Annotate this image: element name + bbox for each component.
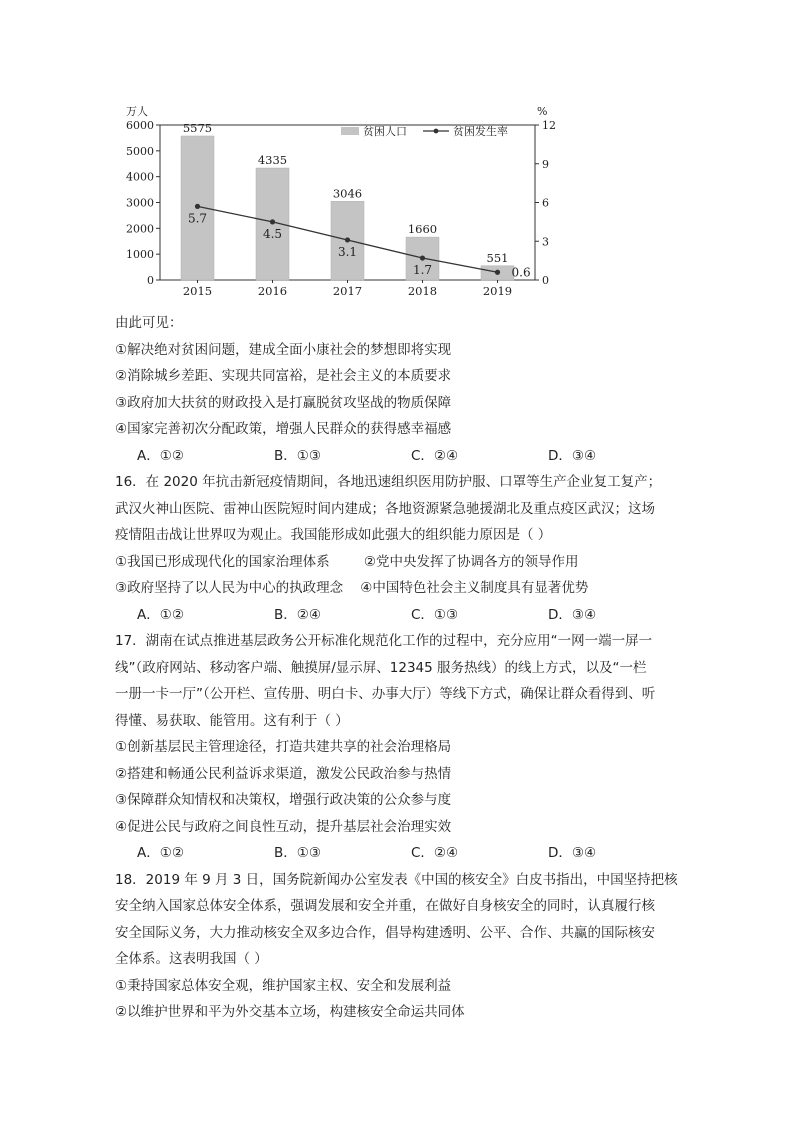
rate-point-2017 [345, 237, 350, 242]
q16-stem-2: 武汉火神山医院、雷神山医院短时间内建成；各地资源紧急驰援湖北及重点疫区武汉；这场 [115, 500, 655, 517]
right-tick-label: 3 [542, 235, 549, 249]
bar-label-2019: 551 [486, 250, 509, 265]
q15-options [115, 443, 695, 470]
q15-item-3: ③政府加大扶贫的财政投入是打赢脱贫攻坚战的物质保障 [115, 394, 452, 411]
q15-item-4: ④国家完善初次分配政策，增强人民群众的获得感幸福感 [115, 421, 452, 437]
rate-point-2018 [420, 255, 425, 260]
intro-text: 由此可见： [115, 315, 183, 331]
left-tick-label: 1000 [126, 248, 154, 262]
q17-stem-3: 一册一卡一厅”（公开栏、宣传册、明白卡、办事大厅）等线下方式，确保让群众看得到、听 [115, 686, 656, 702]
q16-item-row-1: ①我国已形成现代化的国家治理体系 ②党中央发挥了协调各方的领导作用 [115, 553, 579, 570]
poverty-chart [115, 100, 565, 300]
q17-stem-1: 17．湖南在试点推进基层政务公开标准化规范化工作的过程中，充分应用“一网一端一屏一 [115, 633, 653, 649]
q16-stem-3: 疫情阻击战让世界叹为观止。我国能形成如此强大的组织能力原因是（ ） [115, 527, 552, 543]
legend-bar-swatch [341, 127, 359, 135]
q17-item-4: ④促进公民与政府之间良性互动，提升基层社会治理实效 [115, 818, 452, 835]
q15-option-a[interactable]: A．①② [137, 447, 184, 464]
q17-option-c[interactable]: C．②④ [411, 845, 459, 861]
x-tick-label-2016: 2016 [257, 284, 288, 298]
q15-item-2: ②消除城乡差距、实现共同富裕，是社会主义的本质要求 [115, 368, 452, 384]
left-tick-label: 6000 [126, 119, 154, 132]
q16-options [115, 602, 695, 629]
legend-line-marker [434, 129, 439, 134]
q17-option-a[interactable]: A．①② [137, 845, 184, 861]
q18-stem-3: 安全国际义务，大力推动核安全双多边合作，倡导构建透明、公平、合作、共赢的国际核安 [115, 924, 655, 941]
q17-option-b[interactable]: B．①③ [274, 845, 321, 861]
right-tick-label: 9 [542, 157, 549, 171]
rate-point-2019 [495, 270, 500, 275]
x-tick-label-2015: 2015 [182, 284, 213, 298]
q17-item-2: ②搭建和畅通公民利益诉求渠道，激发公民政治参与热情 [115, 765, 452, 782]
q18-item-1: ①秉持国家总体安全观，维护国家主权、安全和发展利益 [115, 977, 452, 994]
x-tick-label-2018: 2018 [407, 284, 438, 298]
q15-option-d[interactable]: D．③④ [548, 447, 597, 464]
q18-stem-2: 安全纳入国家总体安全体系，强调发展和安全并重，在做好自身核安全的同时，认真履行核 [115, 898, 655, 914]
legend-bar-label: 贫困人口 [363, 125, 407, 138]
legend-line-label: 贫困发生率 [453, 125, 508, 138]
q18-stem-1: 18．2019 年 9 月 3 日，国务院新闻办公室发表《中国的核安全》白皮书指出，中国坚持把核 [115, 871, 678, 888]
right-axis-unit: % [537, 105, 548, 118]
rate-label-2018: 1.7 [412, 263, 433, 278]
q17-options [115, 840, 695, 867]
left-tick-label: 3000 [126, 196, 154, 210]
q16-option-b[interactable]: B．②④ [274, 606, 321, 623]
right-tick-label: 12 [542, 119, 556, 132]
q15-option-b[interactable]: B．①③ [274, 447, 321, 464]
q16-stem-1: 16．在 2020 年抗击新冠疫情期间，各地迅速组织医用防护服、口罩等生产企业复工复产； [115, 474, 662, 490]
left-tick-label: 4000 [126, 170, 154, 184]
left-tick-label: 2000 [126, 222, 154, 236]
q17-option-d[interactable]: D．③④ [548, 845, 597, 861]
left-tick-label: 0 [147, 274, 154, 287]
rate-label-2019: 0.6 [511, 265, 531, 280]
left-tick-label: 5000 [126, 144, 154, 158]
q16-option-d[interactable]: D．③④ [548, 606, 597, 623]
q17-item-1: ①创新基层民主管理途径，打造共建共享的社会治理格局 [115, 739, 452, 755]
q18-item-2: ②以维护世界和平为外交基本立场，构建核安全命运共同体 [115, 1004, 465, 1020]
bar-label-2017: 3046 [332, 186, 363, 201]
rate-label-2016: 4.5 [262, 226, 283, 241]
x-tick-label-2019: 2019 [482, 284, 513, 298]
bar-label-2018: 1660 [407, 222, 438, 237]
rate-label-2015: 5.7 [187, 211, 208, 226]
q16-item-row-2: ③政府坚持了以人民为中心的执政理念 ④中国特色社会主义制度具有显著优势 [115, 580, 589, 596]
x-tick-label-2017: 2017 [332, 284, 363, 298]
q15-item-1: ①解决绝对贫困问题，建成全面小康社会的梦想即将实现 [115, 341, 452, 358]
rate-point-2016 [270, 219, 275, 224]
left-axis-unit: 万人 [126, 105, 148, 118]
q17-item-3: ③保障群众知情权和决策权，增强行政决策的公众参与度 [115, 792, 452, 808]
rate-label-2017: 3.1 [337, 244, 358, 259]
q15-option-c[interactable]: C．②④ [411, 447, 459, 464]
rate-point-2015 [195, 204, 200, 209]
bar-label-2015: 5575 [182, 120, 213, 135]
q17-stem-4: 得懂、易获取、能管用。这有利于（ ） [115, 712, 349, 729]
right-tick-label: 6 [542, 196, 549, 210]
document-body [115, 310, 695, 1026]
right-tick-label: 0 [542, 274, 549, 287]
bar-label-2016: 4335 [257, 153, 288, 168]
q18-stem-4: 全体系。这表明我国（ ） [115, 951, 268, 967]
q16-option-a[interactable]: A．①② [137, 606, 184, 623]
q16-option-c[interactable]: C．①③ [411, 606, 459, 623]
q17-stem-2: 线”（政府网站、移动客户端、触摸屏/显示屏、12345 服务热线）的线上方式，以及“一栏 [115, 659, 647, 676]
